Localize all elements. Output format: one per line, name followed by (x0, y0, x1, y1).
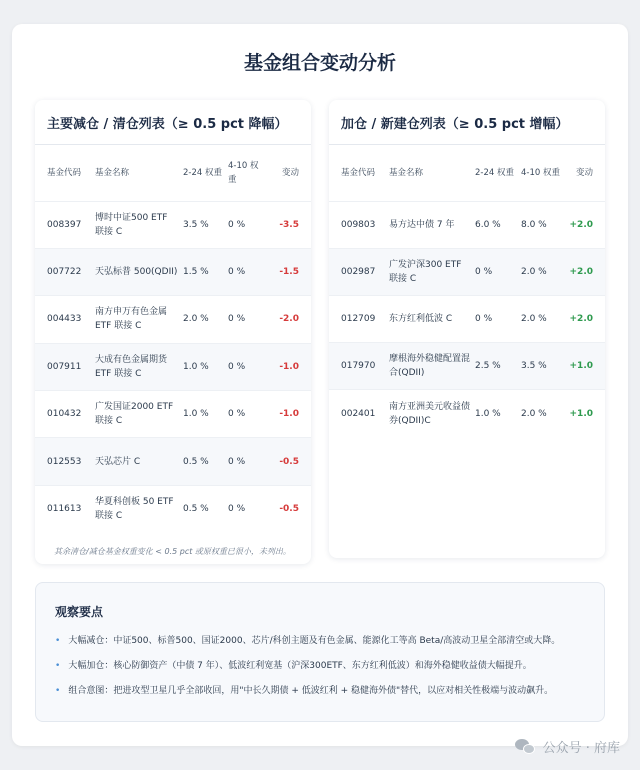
bullet-icon: • (55, 661, 61, 671)
fund-code: 011613 (35, 485, 93, 532)
fund-name: 天弘芯片 C (93, 438, 181, 485)
page-title: 基金组合变动分析 (243, 52, 396, 74)
weight-0410: 0 % (226, 248, 268, 295)
fund-code: 002401 (329, 390, 387, 437)
fund-name: 南方申万有色金属 ETF 联接 C (93, 296, 181, 343)
col-header-code: 基金代码 (47, 167, 82, 178)
weight-change: -2.0 (268, 296, 311, 343)
weight-0410: 2.0 % (519, 390, 563, 437)
table-row (329, 295, 605, 342)
weight-change: +1.0 (563, 343, 605, 390)
table-row (329, 343, 605, 390)
fund-code: 007722 (35, 248, 93, 295)
watermark (515, 737, 620, 756)
table-row (35, 201, 311, 248)
footnote: 其余清仓/减仓基金权重变化 < 0.5 pct 或原权重已很小，未列出。 (54, 547, 291, 556)
bullet-icon: • (55, 686, 61, 696)
reduce-table (35, 145, 311, 533)
weight-change: +2.0 (563, 248, 605, 295)
weight-0410: 0 % (226, 343, 268, 390)
weight-change: +2.0 (563, 295, 605, 342)
weight-0224: 1.0 % (181, 343, 226, 390)
fund-code: 008397 (35, 201, 93, 248)
fund-name: 南方亚洲美元收益债券(QDII)C (387, 390, 473, 437)
weight-change: -0.5 (268, 485, 311, 532)
weight-0410: 8.0 % (519, 201, 563, 248)
observation-item: • 大幅减仓：中证500、标普500、国证2000、芯片/科创主题及有色金属、能源化工等高 Beta/高波动卫星全部清空或大降。 (55, 636, 561, 646)
col-header-code: 基金代码 (341, 167, 376, 178)
bullet-icon: • (55, 636, 61, 646)
weight-0410: 2.0 % (519, 295, 563, 342)
add-table (329, 145, 605, 437)
fund-code: 012709 (329, 295, 387, 342)
weight-change: -1.5 (268, 248, 311, 295)
col-header-w1: 2-24 权重 (475, 167, 514, 178)
add-panel-title: 加仓 / 新建仓列表（≥ 0.5 pct 增幅） (329, 100, 605, 145)
fund-name: 华夏科创板 50 ETF 联接 C (93, 485, 181, 532)
weight-0410: 0 % (226, 201, 268, 248)
table-row (35, 391, 311, 438)
weight-0224: 0 % (473, 295, 519, 342)
weight-0410: 2.0 % (519, 248, 563, 295)
table-row (329, 390, 605, 437)
fund-code: 012553 (35, 438, 93, 485)
col-header-w2: 4-10 权重 (228, 160, 259, 185)
table-row (35, 343, 311, 390)
weight-change: -3.5 (268, 201, 311, 248)
col-header-name: 基金名称 (95, 167, 130, 178)
weight-0224: 1.0 % (473, 390, 519, 437)
fund-name: 易方达中债 7 年 (387, 201, 473, 248)
weight-0224: 0.5 % (181, 485, 226, 532)
fund-name: 摩根海外稳健配置混合(QDII) (387, 343, 473, 390)
fund-code: 010432 (35, 391, 93, 438)
fund-name: 广发国证2000 ETF 联接 C (93, 391, 181, 438)
weight-0410: 0 % (226, 296, 268, 343)
fund-code: 007911 (35, 343, 93, 390)
weight-change: -1.0 (268, 391, 311, 438)
table-row (35, 485, 311, 532)
fund-name: 天弘标普 500(QDII) (93, 248, 181, 295)
weight-0224: 3.5 % (181, 201, 226, 248)
table-header-row (35, 145, 311, 201)
table-header-row (329, 145, 605, 201)
watermark-text: 公众号 · 府库 (542, 741, 620, 756)
table-row (35, 438, 311, 485)
fund-code: 004433 (35, 296, 93, 343)
weight-0410: 0 % (226, 438, 268, 485)
fund-name: 广发沪深300 ETF 联接 C (387, 248, 473, 295)
fund-name: 博时中证500 ETF 联接 C (93, 201, 181, 248)
observations-title: 观察要点 (55, 605, 104, 619)
table-row (329, 248, 605, 295)
weight-0410: 0 % (226, 485, 268, 532)
weight-change: +2.0 (563, 201, 605, 248)
observations-box (35, 582, 605, 722)
col-header-change: 变动 (575, 167, 593, 178)
fund-code: 002987 (329, 248, 387, 295)
weight-0224: 1.0 % (181, 391, 226, 438)
fund-code: 009803 (329, 201, 387, 248)
reduce-panel-title: 主要减仓 / 清仓列表（≥ 0.5 pct 降幅） (35, 100, 311, 145)
weight-change: -0.5 (268, 438, 311, 485)
weight-change: -1.0 (268, 343, 311, 390)
weight-0410: 3.5 % (519, 343, 563, 390)
observation-item: • 大幅加仓：核心防御资产（中债 7 年）、低波红利宽基（沪深300ETF、东方红利低波）和海外稳健收益债大幅提升。 (55, 661, 532, 671)
weight-change: +1.0 (563, 390, 605, 437)
weight-0224: 1.5 % (181, 248, 226, 295)
weight-0224: 0.5 % (181, 438, 226, 485)
reduce-panel (35, 100, 311, 564)
wechat-icon (515, 738, 537, 756)
weight-0224: 2.0 % (181, 296, 226, 343)
table-row (329, 201, 605, 248)
fund-code: 017970 (329, 343, 387, 390)
table-row (35, 248, 311, 295)
col-header-w2: 4-10 权重 (521, 167, 560, 178)
fund-name: 大成有色金属期货 ETF 联接 C (93, 343, 181, 390)
col-header-name: 基金名称 (389, 167, 424, 178)
weight-0224: 6.0 % (473, 201, 519, 248)
fund-name: 东方红利低波 C (387, 295, 473, 342)
col-header-w1: 2-24 权重 (183, 167, 222, 178)
observation-item: • 组合意图：把进攻型卫星几乎全部收回，用"中长久期债 + 低波红利 + 稳健海外债"替代，以应对相关性极端与波动飙升。 (55, 686, 554, 696)
table-row (35, 296, 311, 343)
weight-0224: 0 % (473, 248, 519, 295)
add-panel (329, 100, 605, 558)
col-header-change: 变动 (281, 167, 299, 178)
weight-0224: 2.5 % (473, 343, 519, 390)
weight-0410: 0 % (226, 391, 268, 438)
